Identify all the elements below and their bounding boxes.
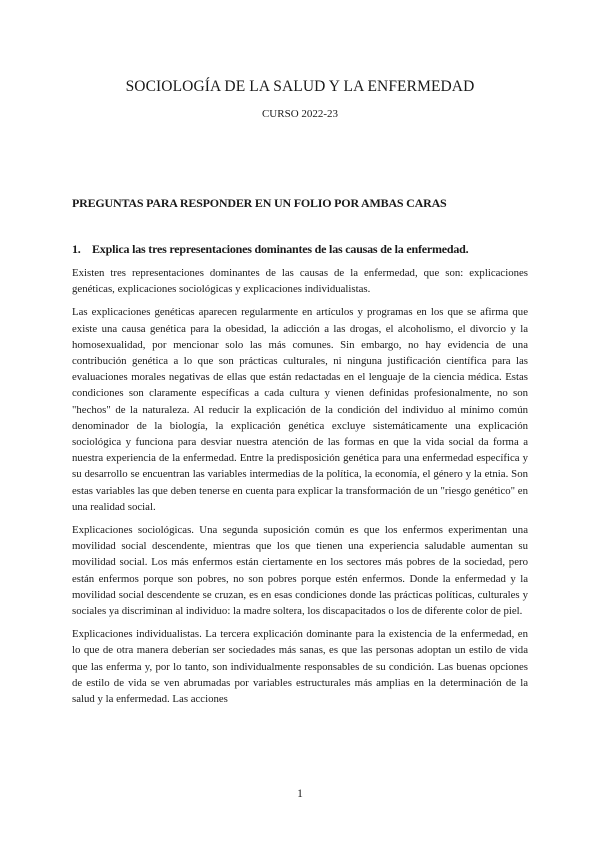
- course-label: CURSO 2022-23: [261, 108, 339, 120]
- paragraph-intro: Existen tres representaciones dominantes de las causas de la enfermedad, que son: explicaciones genéticas, explicaciones sociológicas y explicaciones individualistas.: [72, 267, 528, 296]
- paragraph-sociological: Explicaciones sociológicas. Una segunda suposición común es que los enfermos experimentan una movilidad social descendente, mientras que los que tienen una experiencia saludable aumentan su movilidad social. Los más enfermos están ciertamente en los sectores más pobres de la sociedad, pero están enfermos porque son pobres, no son pobres porque estén enfermos. Donde la enfermedad y la movilidad social descendente se cruzan, es en esas condiciones donde las prácticas políticas, culturales y sociales ya discriminan al individuo: la madre soltera, los discapacitados o los de diferente color de piel.: [72, 524, 528, 618]
- question-text: Explica las tres representaciones dominantes de las causas de la enfermedad.: [92, 242, 469, 256]
- paragraph-genetic: Las explicaciones genéticas aparecen regularmente en artículos y programas en los que se afirma que existe una causa genética para la obesidad, la adicción a las drogas, el alcoholismo, el divorcio y la homosexualidad, por mencionar solo las más comunes. Sin embargo, no hay evidencia de una contribución genética a lo que son prácticas culturales, ni ninguna justificación científica para las evaluaciones morales negativas de ellas que están redactadas en el lenguaje de la ciencia médica. Estas condiciones son claramente específicas a cada cultura y vienen definidas profesionalmente, no son "hechos" de la naturaleza. Al reducir la explicación de la condición del individuo al mínimo común denominador de la biología, la explicación genética excluye sistemáticamente una explicación sociológica y funciona para desviar nuestra atención de las formas en que la vida social da forma a nuestra experiencia de la enfermedad. Entre la predisposición genética para una enfermedad específica y su desarrollo se encuentran las variables intermedias de la política, la economía, el género y la etnia. Son estas variables las que deben tenerse en cuenta para explicar la transformación de un "riesgo genético" en una realidad social.: [72, 306, 528, 513]
- section-heading: PREGUNTAS PARA RESPONDER EN UN FOLIO POR AMBAS CARAS: [72, 196, 447, 210]
- question-heading: [72, 242, 532, 257]
- paragraph-individualist: Explicaciones individualistas. La tercera explicación dominante para la existencia de la enfermedad, en lo que de otra manera deberían ser sociedades más sanas, es que las personas adoptan un estilo de vida que las enferma y, por lo tanto, son individualmente responsables de su condición. Las buenas opciones de estilo de vida se ven abrumadas por variables estructurales más amplias en la determinación de la salud y la enfermedad. Las acciones: [72, 628, 528, 706]
- document-title: SOCIOLOGÍA DE LA SALUD Y LA ENFERMEDAD: [125, 78, 475, 95]
- page-number: 1: [297, 788, 303, 800]
- answer-body: [72, 265, 528, 714]
- question-number: 1.: [72, 242, 81, 256]
